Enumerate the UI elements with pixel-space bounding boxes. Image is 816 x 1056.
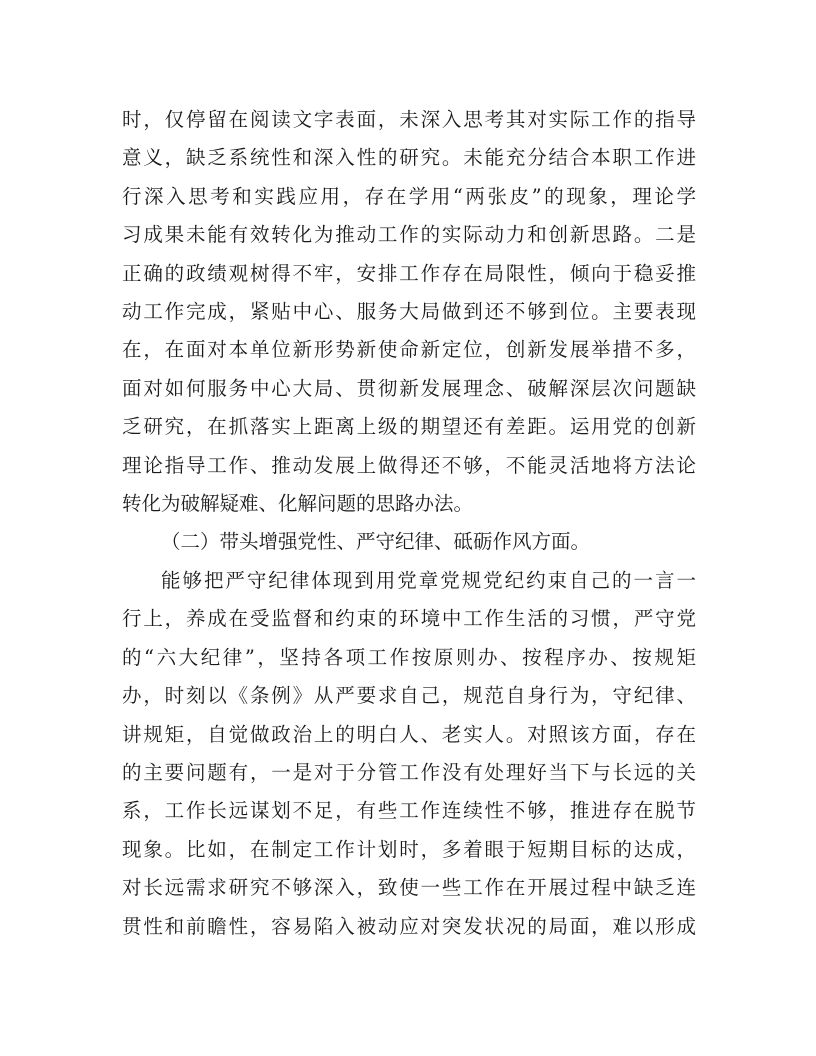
paragraph-line: 讲规矩，自觉做政治上的明白人、老实人。对照该方面，存在 bbox=[122, 722, 696, 746]
paragraph-line: 意义，缺乏系统性和深入性的研究。未能充分结合本职工作进 bbox=[122, 146, 696, 170]
paragraph-line: 系，工作长远谋划不足，有些工作连续性不够，推进存在脱节 bbox=[122, 799, 696, 823]
paragraph-section-2 bbox=[122, 562, 696, 946]
paragraph-line: 在，在面对本单位新形势新使命新定位，创新发展举措不多， bbox=[122, 338, 696, 362]
paragraph-line: 面对如何服务中心大局、贯彻新发展理念、破解深层次问题缺 bbox=[122, 376, 696, 400]
section-heading: （二）带头增强党性、严守纪律、砥砺作风方面。 bbox=[161, 530, 591, 553]
paragraph-line: 理论指导工作、推动发展上做得还不够，不能灵活地将方法论 bbox=[122, 453, 696, 477]
paragraph-line: 对长远需求研究不够深入，致使一些工作在开展过程中缺乏连 bbox=[122, 876, 696, 900]
paragraph-line: 乏研究，在抓落实上距离上级的期望还有差距。运用党的创新 bbox=[122, 415, 696, 439]
paragraph-line: 行上，养成在受监督和约束的环境中工作生活的习惯，严守党 bbox=[122, 607, 696, 631]
paragraph-line: 正确的政绩观树得不牢，安排工作存在局限性，倾向于稳妥推 bbox=[122, 261, 696, 285]
paragraph-line: 习成果未能有效转化为推动工作的实际动力和创新思路。二是 bbox=[122, 223, 696, 247]
paragraph-line: 能够把严守纪律体现到用党章党规党纪约束自己的一言一 bbox=[161, 569, 696, 592]
paragraph-line: 贯性和前瞻性，容易陷入被动应对突发状况的局面，难以形成 bbox=[122, 914, 696, 938]
paragraph-line: 现象。比如，在制定工作计划时，多着眼于短期目标的达成， bbox=[122, 837, 696, 861]
paragraph-line: 行深入思考和实践应用，存在学用“两张皮”的现象，理论学 bbox=[122, 184, 696, 208]
section-heading-block bbox=[122, 523, 696, 561]
paragraph-line: 动工作完成，紧贴中心、服务大局做到还不够到位。主要表现 bbox=[122, 299, 696, 323]
paragraph-line: 的“六大纪律”，坚持各项工作按原则办、按程序办、按规矩 bbox=[122, 645, 696, 669]
paragraph-line: 的主要问题有，一是对于分管工作没有处理好当下与长远的关 bbox=[122, 760, 696, 784]
paragraph-line: 时，仅停留在阅读文字表面，未深入思考其对实际工作的指导 bbox=[122, 108, 696, 131]
paragraph-continued bbox=[122, 101, 696, 523]
paragraph-line: 办，时刻以《条例》从严要求自己，规范自身行为，守纪律、 bbox=[122, 684, 696, 708]
paragraph-line: 转化为破解疑难、化解问题的思路办法。 bbox=[122, 491, 474, 515]
